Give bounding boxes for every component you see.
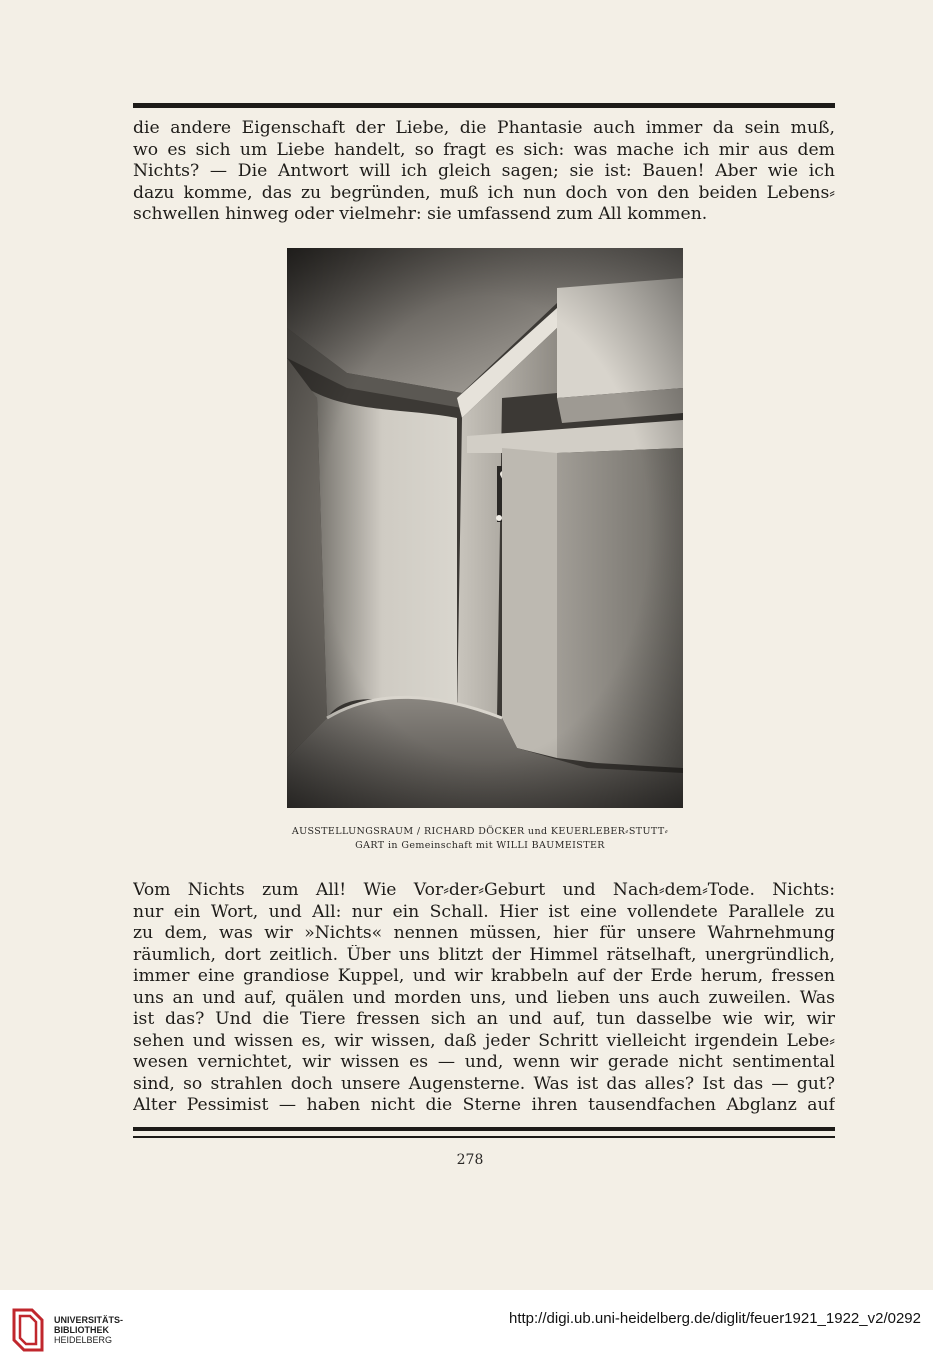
body-paragraph-top: [133, 118, 835, 226]
caption-line-2: GART in Gemeinschaft mit WILLI BAUMEISTER: [355, 840, 605, 851]
text-line: ist das? Und die Tiere fressen sich an und auf, tun dasselbe wie wir, wir: [133, 1009, 835, 1029]
exhibition-room-photo: [287, 248, 683, 808]
bottom-rule-thin: [133, 1136, 835, 1138]
text-line: immer eine grandiose Kuppel, und wir krabbeln auf der Erde herum, fressen: [133, 966, 835, 986]
text-line: wesen vernichtet, wir wissen es — und, wenn wir gerade nicht sentimental: [133, 1052, 835, 1072]
library-name: [54, 1315, 123, 1345]
text-line: räumlich, dort zeitlich. Über uns blitzt der Himmel rätselhaft, unergründlich,: [133, 944, 835, 965]
text-line: Nichts? — Die Antwort will ich gleich sagen; sie ist: Bauen! Aber wie ich: [133, 161, 835, 181]
text-line: zu dem, was wir »Nichts« nennen müssen, hier für unsere Wahrnehmung: [133, 923, 835, 943]
caption-line-1: AUSSTELLUNGSRAUM / RICHARD DÖCKER und KEUERLEBER⸗STUTT⸗: [291, 826, 669, 837]
text-line: Vom Nichts zum All! Wie Vor⸗der⸗Geburt und Nach⸗dem⸗Tode. Nichts:: [133, 880, 835, 900]
photo-illustration: [287, 248, 683, 808]
body-paragraph-bottom: [133, 880, 835, 1117]
source-url-link[interactable]: http://digi.ub.uni-heidelberg.de/diglit/feuer1921_1922_v2/0292: [509, 1310, 921, 1327]
text-line: die andere Eigenschaft der Liebe, die Phantasie auch immer da sein muß,: [133, 118, 835, 138]
page-number: 278: [456, 1152, 484, 1168]
text-line: schwellen hinweg oder vielmehr: sie umfassend zum All kommen.: [133, 204, 708, 224]
text-line: dazu komme, das zu begründen, muß ich nun doch von den beiden Lebens⸗: [133, 182, 835, 203]
text-line: wo es sich um Liebe handelt, so fragt es sich: was mache ich mir aus dem: [133, 139, 835, 160]
text-line: sehen und wissen es, wir wissen, daß jeder Schritt vielleicht irgendein Lebe⸗: [133, 1030, 835, 1051]
library-name-line: BIBLIOTHEK: [54, 1325, 109, 1335]
text-line: nur ein Wort, und All: nur ein Schall. Hier ist eine vollendete Parallele zu: [133, 901, 835, 922]
text-line: uns an und auf, quälen und morden uns, und lieben uns auch zuweilen. Was: [133, 987, 835, 1008]
library-logo-icon: [10, 1306, 46, 1354]
text-line: sind, so strahlen doch unsere Augensterne. Was ist das alles? Ist das — gut?: [133, 1073, 835, 1094]
text-line: Alter Pessimist — haben nicht die Sterne ihren tausendfachen Abglanz auf: [133, 1095, 835, 1115]
library-name-line: HEIDELBERG: [54, 1335, 113, 1345]
bottom-rule-thick: [133, 1127, 835, 1131]
library-name-line: UNIVERSITÄTS-: [54, 1315, 124, 1325]
top-rule: [133, 103, 835, 108]
